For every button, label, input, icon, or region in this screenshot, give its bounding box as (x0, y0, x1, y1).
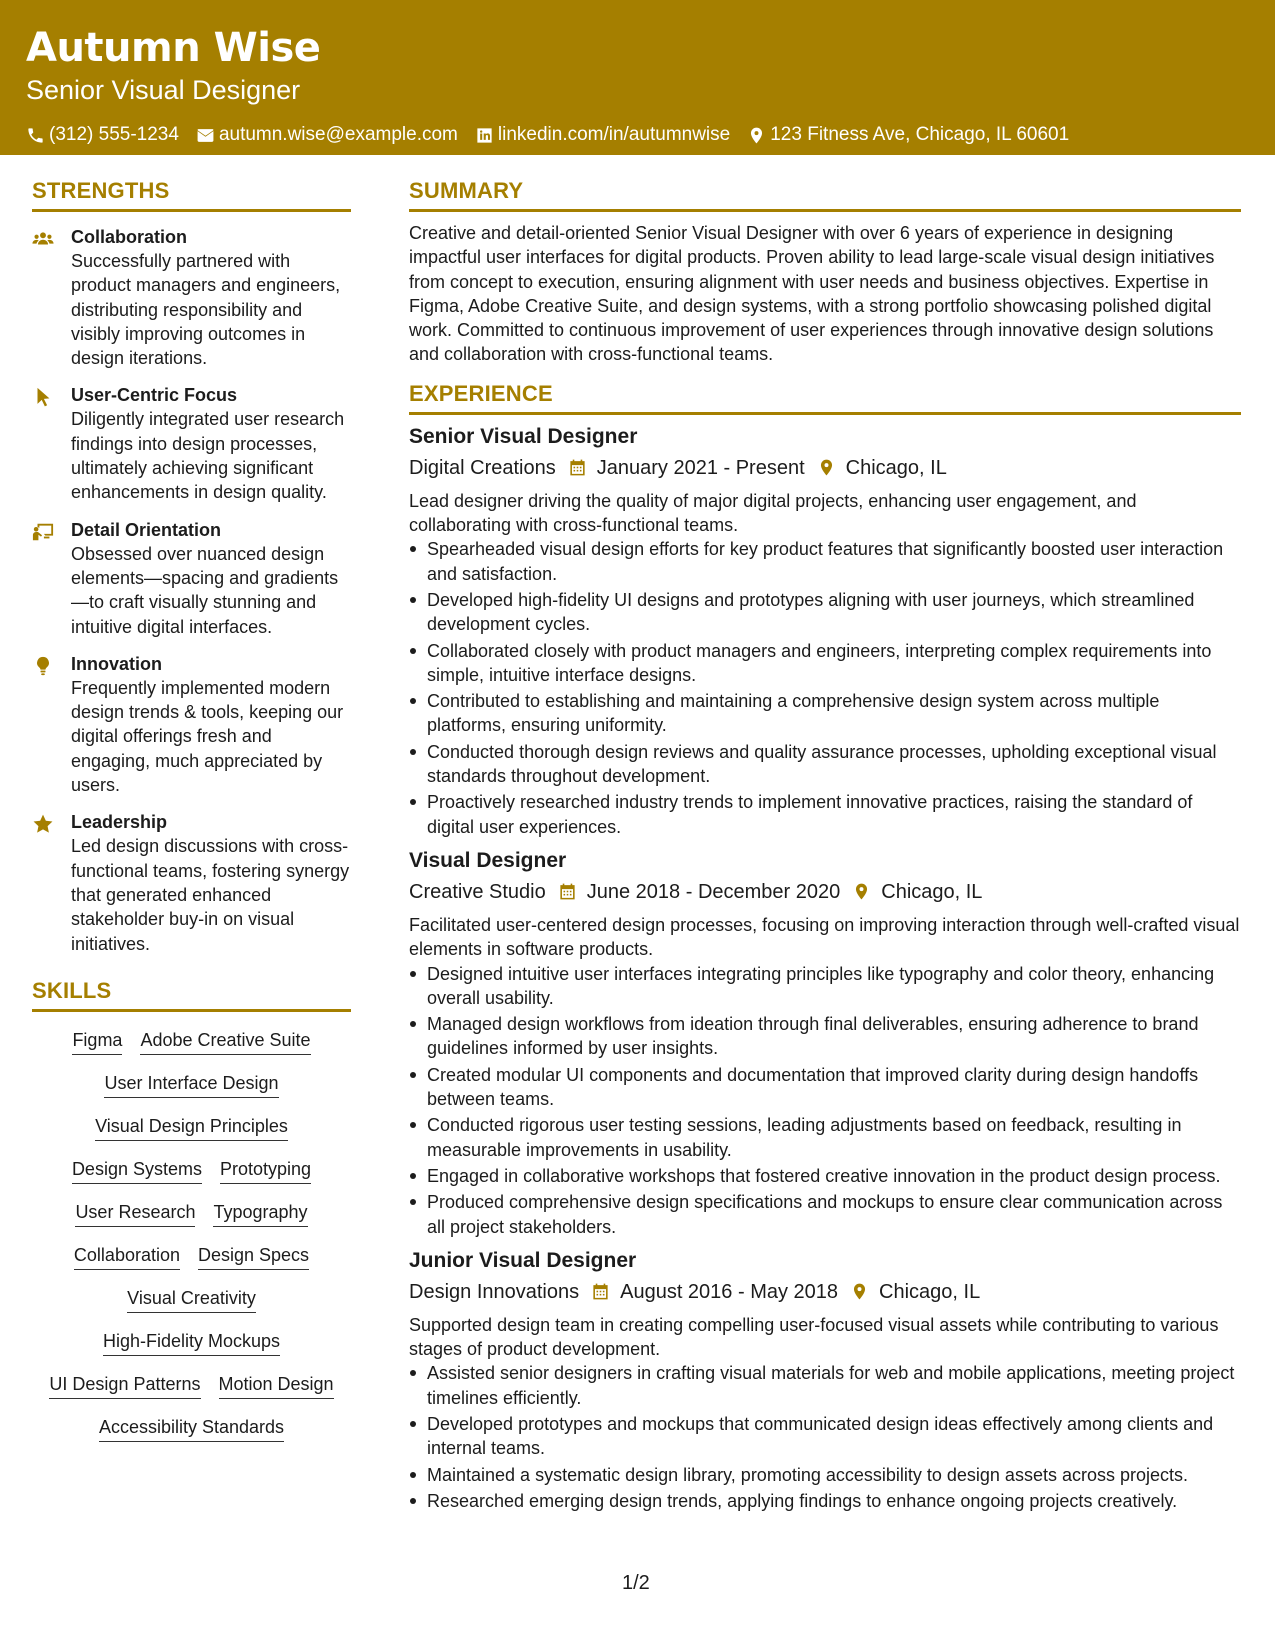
list-item: Assisted senior designers in crafting visual materials for web and mobile applications, meeting project timelines efficiently. (409, 1361, 1241, 1410)
strength-item (32, 518, 351, 639)
job-title: Junior Visual Designer (409, 1248, 637, 1272)
skill-tag: User Interface Design (104, 1071, 278, 1098)
list-item: Collaborated closely with product managers and engineers, interpreting complex requirements into simple, intuitive interface designs. (409, 639, 1241, 688)
list-item: Researched emerging design trends, applying findings to enhance ongoing projects creatively. (409, 1489, 1241, 1513)
email-text: autumn.wise@example.com (218, 124, 458, 145)
strength-description: Successfully partnered with product managers and engineers, distributing responsibility and visibly improving outcomes in design iterations. (71, 251, 341, 369)
contact-address (747, 124, 1069, 146)
calendar-icon (591, 1282, 610, 1301)
skill-tag: Figma (72, 1028, 122, 1055)
address-text: 123 Fitness Ave, Chicago, IL 60601 (770, 124, 1070, 145)
job-meta (409, 877, 1241, 907)
list-item: Engaged in collaborative workshops that fostered creative innovation in the product design process. (409, 1164, 1241, 1188)
job-description: Facilitated user-centered design processes, focusing on improving interaction through well-crafted visual elements in software products. (409, 914, 1240, 960)
skill-tag: Visual Creativity (127, 1286, 256, 1313)
skill-tag: Design Specs (198, 1243, 309, 1270)
map-pin-icon (817, 458, 836, 477)
summary-heading: SUMMARY (409, 155, 1241, 212)
job-bullets (409, 962, 1241, 1239)
skill-tag: Motion Design (219, 1372, 334, 1399)
strength-item (32, 652, 351, 797)
job-meta (409, 1277, 1241, 1307)
strength-description: Obsessed over nuanced design elements—spacing and gradients—to craft visually stunning and intuitive digital interfaces. (71, 543, 339, 637)
phone-text: (312) 555-1234 (49, 124, 179, 145)
skill-tag: Prototyping (220, 1157, 311, 1184)
envelope-icon (196, 126, 215, 145)
contact-email[interactable] (196, 124, 458, 146)
strength-description: Diligently integrated user research findings into design processes, ultimately achieving significant enhancements in design quality. (71, 409, 345, 503)
lightbulb-icon (32, 655, 54, 677)
job-dates: August 2016 - May 2018 (620, 1280, 839, 1303)
strength-title: Leadership (71, 812, 168, 833)
list-item: Produced comprehensive design specifications and mockups to ensure clear communication across all project stakeholders. (409, 1190, 1241, 1239)
job-company: Design Innovations (409, 1280, 580, 1303)
candidate-name: Autumn Wise (26, 25, 321, 71)
skill-tag: Collaboration (74, 1243, 180, 1270)
list-item: Managed design workflows from ideation through final deliverables, ensuring adherence to brand guidelines informed by user insights. (409, 1012, 1241, 1061)
skill-row (32, 1200, 351, 1227)
left-column (32, 155, 351, 1458)
skill-row (32, 1243, 351, 1270)
job-location: Chicago, IL (879, 1280, 981, 1303)
list-item: Conducted rigorous user testing sessions, leading adjustments based on feedback, resulting in measurable improvements in usability. (409, 1113, 1241, 1162)
list-item: Proactively researched industry trends to implement innovative practices, raising the standard of digital user experiences. (409, 790, 1241, 839)
calendar-icon (558, 882, 577, 901)
job-description: Supported design team in creating compelling user-focused visual assets while contributing to various stages of product development. (409, 1314, 1219, 1360)
strength-item (32, 810, 351, 955)
job-company: Digital Creations (409, 456, 556, 479)
strength-title: User-Centric Focus (71, 385, 238, 406)
job-entry (409, 423, 1241, 839)
skills-heading: SKILLS (32, 969, 351, 1012)
list-item: Designed intuitive user interfaces integrating principles like typography and color theory, enhancing overall usability. (409, 962, 1241, 1011)
job-title: Visual Designer (409, 848, 567, 872)
skill-row (32, 1157, 351, 1184)
skill-row (32, 1372, 351, 1399)
list-item: Contributed to establishing and maintaining a comprehensive design system across multiple platforms, ensuring uniformity. (409, 689, 1241, 738)
skill-tag: UI Design Patterns (49, 1372, 200, 1399)
skill-tag: Accessibility Standards (99, 1415, 284, 1442)
calendar-icon (568, 458, 587, 477)
list-item: Developed prototypes and mockups that communicated design ideas effectively among clients and internal teams. (409, 1412, 1241, 1461)
summary-text: Creative and detail-oriented Senior Visual Designer with over 6 years of experience in designing impactful user interfaces for digital products. Proven ability to lead large-scale visual design initiatives from concept to execution, ensuring alignment with user needs and business objectives. Expertise in Figma, Adobe Creative Suite, and design systems, with a strong portfolio showcasing polished digital work. Committed to continuous improvement of user experiences through innovative design solutions and collaboration with cross-functional teams. (409, 223, 1215, 365)
strength-title: Innovation (71, 653, 162, 674)
map-pin-icon (747, 126, 766, 145)
strength-description: Led design discussions with cross-functional teams, fostering synergy that generated enhanced stakeholder buy-in on visual initiatives. (71, 836, 350, 954)
list-item: Conducted thorough design reviews and quality assurance processes, upholding exceptional visual standards throughout development. (409, 740, 1241, 789)
contact-linkedin[interactable] (475, 124, 730, 146)
strength-description: Frequently implemented modern design trends & tools, keeping our digital offerings fresh and engaging, much appreciated by users. (71, 677, 344, 796)
skill-tag: Typography (213, 1200, 307, 1227)
experience-heading: EXPERIENCE (409, 367, 1241, 415)
list-item: Created modular UI components and documentation that improved clarity during design handoffs between teams. (409, 1063, 1241, 1112)
skill-tag: User Research (75, 1200, 195, 1227)
skill-tag: Adobe Creative Suite (140, 1028, 310, 1055)
skill-row (32, 1071, 351, 1098)
job-description: Lead designer driving the quality of major digital projects, enhancing user engagement, and collaborating with cross-functional teams. (409, 490, 1137, 536)
skill-row (32, 1028, 351, 1055)
linkedin-text: linkedin.com/in/autumnwise (497, 124, 731, 145)
strength-title: Collaboration (71, 227, 187, 247)
skill-row (32, 1286, 351, 1313)
resume-header (0, 0, 1275, 155)
job-bullets (409, 1361, 1241, 1513)
strength-title: Detail Orientation (71, 519, 222, 540)
list-item: Developed high-fidelity UI designs and prototypes aligning with user journeys, which streamlined development cycles. (409, 588, 1241, 637)
job-company: Creative Studio (409, 880, 546, 903)
map-pin-icon (850, 1282, 869, 1301)
page-number: 1/2 (622, 1572, 650, 1594)
skill-tag: Design Systems (72, 1157, 202, 1184)
job-location: Chicago, IL (845, 456, 947, 479)
job-title: Senior Visual Designer (409, 424, 638, 448)
skill-row (32, 1114, 351, 1141)
strengths-list (32, 225, 351, 956)
chalkboard-icon (32, 521, 54, 543)
cursor-icon (32, 386, 54, 408)
strengths-heading: STRENGTHS (32, 155, 351, 212)
contact-phone[interactable] (26, 124, 179, 146)
skill-row (32, 1329, 351, 1356)
strength-item (32, 383, 351, 504)
contact-bar (26, 124, 1249, 146)
phone-icon (26, 126, 45, 145)
strength-item (32, 225, 351, 370)
job-entry (409, 1247, 1241, 1513)
list-item: Maintained a systematic design library, promoting accessibility to design assets across projects. (409, 1463, 1241, 1487)
skill-tag: High-Fidelity Mockups (103, 1329, 280, 1356)
right-column (409, 155, 1241, 1515)
skills-list (32, 1028, 351, 1442)
skill-tag: Visual Design Principles (95, 1114, 288, 1141)
linkedin-icon (475, 126, 494, 145)
job-dates: June 2018 - December 2020 (586, 880, 841, 903)
job-bullets (409, 537, 1241, 839)
list-item: Spearheaded visual design efforts for key product features that significantly boosted user interaction and satisfaction. (409, 537, 1241, 586)
skill-row (32, 1415, 351, 1442)
job-dates: January 2021 - Present (596, 456, 805, 479)
map-pin-icon (852, 882, 871, 901)
users-icon (32, 228, 54, 250)
job-meta (409, 453, 1241, 483)
job-entry (409, 847, 1241, 1239)
candidate-title: Senior Visual Designer (26, 75, 301, 105)
star-icon (32, 813, 54, 835)
job-location: Chicago, IL (881, 880, 983, 903)
